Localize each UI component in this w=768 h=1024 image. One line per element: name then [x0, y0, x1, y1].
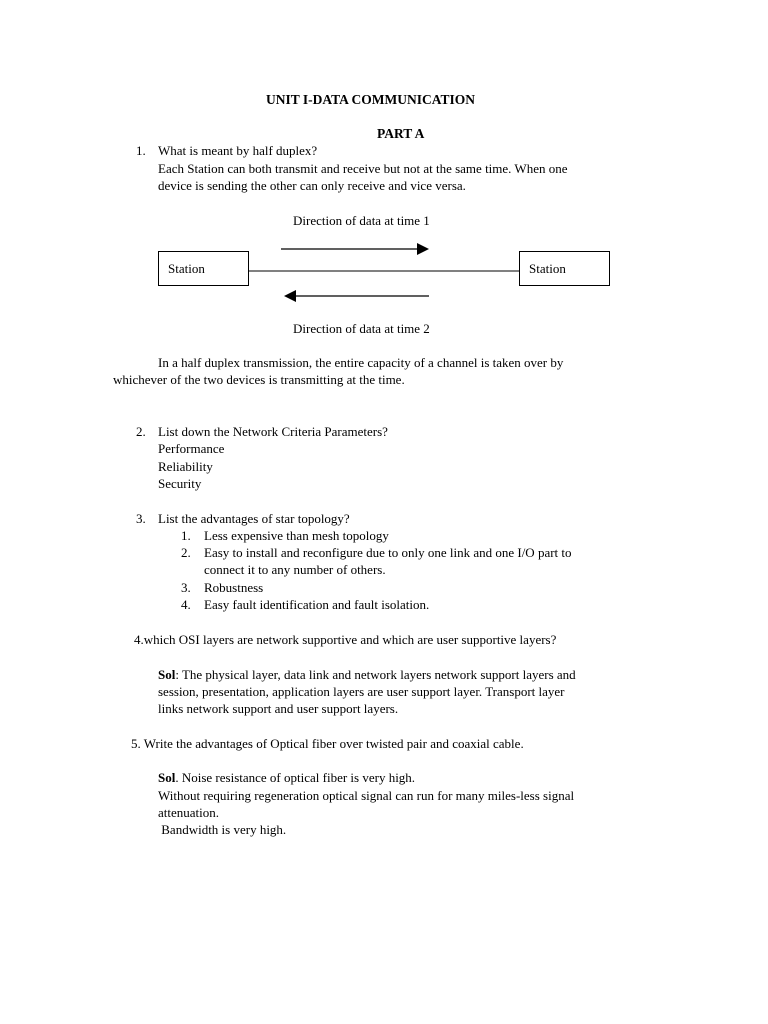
question-text: List down the Network Criteria Parameters? [158, 424, 388, 439]
list-item: Security [158, 476, 202, 491]
answer-text: Each Station can both transmit and receive but not at the same time. When one [158, 161, 568, 176]
answer-text: Bandwidth is very high. [158, 822, 287, 837]
answer-text: Without requiring regeneration optical signal can run for many miles-less signal [158, 788, 575, 803]
list-item: Less expensive than mesh topology [204, 528, 389, 543]
question-number: 1. [136, 143, 146, 158]
sol-label: Sol [158, 667, 176, 682]
question-number: 2. [136, 424, 146, 439]
arrow-right-icon [417, 243, 429, 255]
question-text: What is meant by half duplex? [158, 143, 318, 158]
answer-line: : The physical layer, data link and network layers network support layers and [175, 667, 576, 682]
diagram-label-top: Direction of data at time 1 [293, 213, 430, 228]
sublist-number: 4. [181, 597, 191, 612]
question-number: 3. [136, 511, 146, 526]
station-right-box [519, 251, 610, 286]
document-title: UNIT I-DATA COMMUNICATION [266, 92, 476, 107]
answer-text: attenuation. [158, 805, 220, 820]
station-left-box [158, 251, 249, 286]
answer-line: . Noise resistance of optical fiber is very high. [175, 770, 416, 785]
answer-text: session, presentation, application layers are user support layer. Transport layer [158, 684, 565, 699]
list-item: Easy to install and reconfigure due to only one link and one I/O part to [204, 545, 572, 560]
answer-text [158, 769, 415, 787]
arrow-left-icon [284, 290, 296, 302]
list-item: connect it to any number of others. [204, 562, 386, 577]
list-item: Reliability [158, 459, 213, 474]
question-text: 5. Write the advantages of Optical fiber over twisted pair and coaxial cable. [131, 736, 524, 751]
answer-text: device is sending the other can only receive and vice versa. [158, 178, 466, 193]
sublist-number: 3. [181, 580, 191, 595]
sublist-number: 1. [181, 528, 191, 543]
sol-label: Sol [158, 770, 176, 785]
diagram-label-bottom: Direction of data at time 2 [293, 321, 430, 336]
part-heading: PART A [377, 126, 425, 141]
station-label: Station [529, 261, 566, 276]
list-item: Robustness [204, 580, 264, 595]
explanation-text: In a half duplex transmission, the entire capacity of a channel is taken over by [158, 355, 564, 370]
list-item: Performance [158, 441, 225, 456]
question-text: 4.which OSI layers are network supportive and which are user supportive layers? [134, 632, 557, 647]
question-text: List the advantages of star topology? [158, 511, 350, 526]
station-label: Station [168, 261, 205, 276]
sublist-number: 2. [181, 545, 191, 560]
answer-text [158, 666, 576, 684]
answer-text: links network support and user support layers. [158, 701, 399, 716]
explanation-text: whichever of the two devices is transmitting at the time. [113, 372, 405, 387]
list-item: Easy fault identification and fault isolation. [204, 597, 430, 612]
